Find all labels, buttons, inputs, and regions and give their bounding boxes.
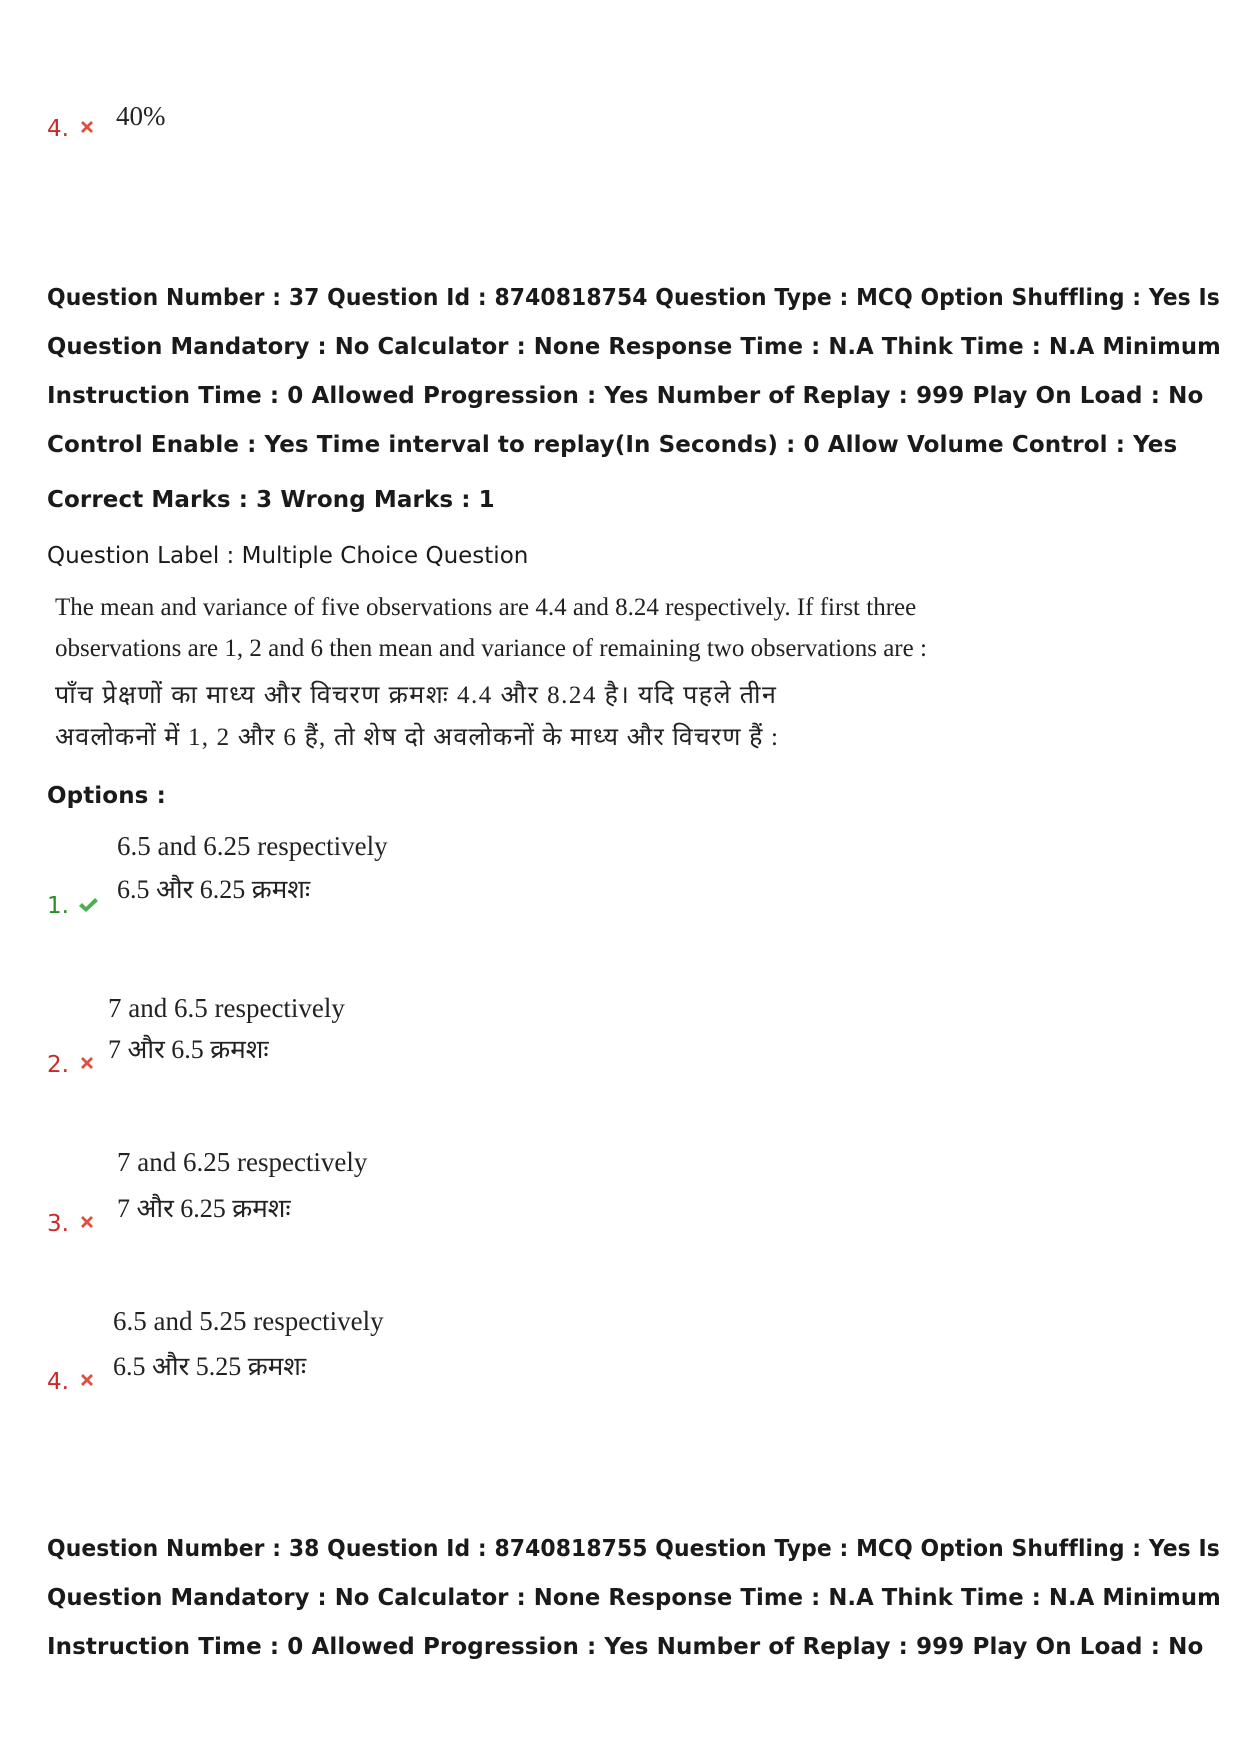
option-number: 1.: [47, 893, 69, 919]
option-number: 4.: [47, 1369, 69, 1395]
check-icon: [77, 895, 99, 915]
question-meta-line: Instruction Time : 0 Allowed Progression : Yes Number of Replay : 999 Play On Load : No: [47, 1634, 1204, 1660]
option-text-hi: 6.5 और 6.25 क्रमशः: [117, 875, 311, 904]
cross-icon: [77, 1370, 97, 1390]
option-number: 2.: [47, 1052, 69, 1078]
cross-icon: [77, 1053, 97, 1073]
question-meta-line: Instruction Time : 0 Allowed Progression : Yes Number of Replay : 999 Play On Load : No: [47, 383, 1204, 409]
option-text-en: 7 and 6.25 respectively: [117, 1147, 368, 1177]
option-text-en: 6.5 and 5.25 respectively: [113, 1306, 384, 1336]
option-number: 3.: [47, 1211, 69, 1237]
question-meta-line: Question Number : 38 Question Id : 8740818755 Question Type : MCQ Option Shuffling : Yes Is: [47, 1536, 1220, 1562]
question-text-hi-line: अवलोकनों में 1, 2 और 6 हैं, तो शेष दो अवलोकनों के माध्य और विचरण हैं :: [55, 724, 780, 751]
question-meta-line: Question Mandatory : No Calculator : None Response Time : N.A Think Time : N.A Minimum: [47, 334, 1221, 360]
question-text-en-line: observations are 1, 2 and 6 then mean and variance of remaining two observations are :: [55, 635, 927, 662]
option-text-en: 6.5 and 6.25 respectively: [117, 831, 388, 861]
options-heading: Options :: [47, 783, 166, 809]
question-marks: Correct Marks : 3 Wrong Marks : 1: [47, 487, 495, 513]
question-label: Question Label : Multiple Choice Question: [47, 543, 529, 569]
question-meta-line: Question Number : 37 Question Id : 8740818754 Question Type : MCQ Option Shuffling : Yes Is: [47, 285, 1220, 311]
question-meta-line: Control Enable : Yes Time interval to replay(In Seconds) : 0 Allow Volume Control : Yes: [47, 432, 1178, 458]
question-text-en-line: The mean and variance of five observations are 4.4 and 8.24 respectively. If first three: [55, 594, 917, 621]
option-text-hi: 7 और 6.25 क्रमशः: [117, 1194, 291, 1223]
cross-icon: [77, 1212, 97, 1232]
question-meta-line: Question Mandatory : No Calculator : None Response Time : N.A Think Time : N.A Minimum: [47, 1585, 1221, 1611]
option-text-hi: 7 और 6.5 क्रमशः: [108, 1035, 269, 1064]
option-text: 40%: [116, 101, 166, 131]
question-text-hi-line: पाँच प्रेक्षणों का माध्य और विचरण क्रमशः 4.4 और 8.24 है। यदि पहले तीन: [55, 682, 778, 709]
option-number: 4.: [47, 116, 69, 142]
option-text-en: 7 and 6.5 respectively: [108, 993, 345, 1023]
cross-icon: [77, 117, 97, 137]
option-text-hi: 6.5 और 5.25 क्रमशः: [113, 1352, 307, 1381]
